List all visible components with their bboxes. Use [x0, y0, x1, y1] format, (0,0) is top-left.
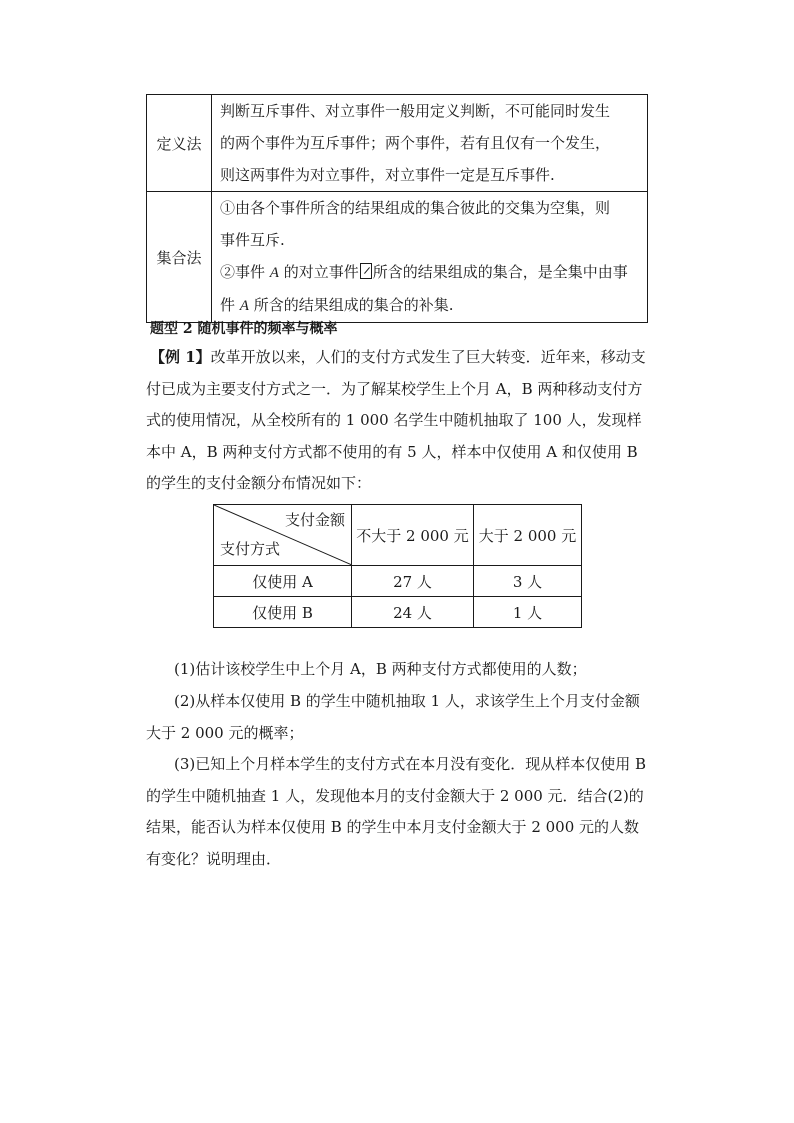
question-1: [146, 654, 650, 686]
method-label: 集合法: [147, 192, 212, 323]
table-cell: 1 人: [474, 597, 582, 628]
section-heading: 题型 2 随机事件的频率与概率: [150, 321, 338, 337]
method-table: [146, 94, 648, 323]
row-label: 仅使用 B: [214, 597, 352, 628]
table-cell: 24 人: [352, 597, 474, 628]
desc-line: 判断互斥事件、对立事件一般用定义判断，不可能同时发生: [220, 102, 611, 120]
example-tag: 【例 1】: [150, 348, 211, 366]
variable-a: A: [269, 265, 279, 281]
question-text: (1)估计该校学生中上个月 A，B 两种支付方式都使用的人数；: [174, 660, 587, 678]
row-label: 仅使用 A: [214, 566, 352, 597]
text-span: 所含的结果组成的集合，是全集中由事: [372, 263, 628, 281]
method-description: [212, 95, 648, 192]
table-cell: 27 人: [352, 566, 474, 597]
desc-line: 的两个事件为互斥事件；两个事件，若有且仅有一个发生，: [220, 134, 611, 152]
text-span: ②事件: [220, 263, 270, 281]
desc-line: 事件互斥.: [220, 231, 285, 249]
complement-symbol-icon: [360, 263, 372, 279]
question-2: [146, 686, 650, 749]
text-span: 件: [220, 296, 240, 314]
variable-a: A: [239, 298, 249, 314]
method-description: [212, 192, 648, 323]
column-header: 不大于 2 000 元: [352, 505, 474, 566]
distribution-table: [213, 504, 582, 628]
table-row: [214, 597, 582, 628]
question-text: (3)已知上个月样本学生的支付方式在本月没有变化．现从样本仅使用 B 的学生中随机抽查 1 人，发现他本月的支付金额大于 2 000 元．结合(2)的结果，能否认为样本仅使用 B 的学生中本月支付金额大于 2 000 元的人数有变化？说明理由．: [146, 755, 647, 868]
table-row: [214, 566, 582, 597]
example-text: 改革开放以来，人们的支付方式发生了巨大转变．近年来，移动支付已成为主要支付方式之一．为了解某校学生上个月 A，B 两种移动支付方式的使用情况，从全校所有的 1 000 名学生中随机抽取了 100 人，发现样本中 A，B 两种支付方式都不使用的有 5 人，样本中仅使用 A 和仅使用 B 的学生的支付金额分布情况如下：: [146, 348, 646, 492]
text-span: 所含的结果组成的集合的补集.: [248, 296, 454, 314]
example-paragraph: [146, 342, 650, 500]
corner-top-label: 支付金额: [284, 511, 345, 529]
method-row-definition: [147, 95, 648, 192]
method-row-set: [147, 192, 648, 323]
corner-bottom-label: 支付方式: [220, 540, 281, 558]
desc-line: [220, 256, 641, 289]
method-label: 定义法: [147, 95, 212, 192]
desc-line: ①由各个事件所含的结果组成的集合彼此的交集为空集，则: [220, 199, 611, 217]
text-span: 的对立事件: [278, 263, 359, 281]
diagonal-header-cell: [214, 505, 352, 566]
table-cell: 3 人: [474, 566, 582, 597]
desc-line: 则这两事件为对立事件，对立事件一定是互斥事件.: [220, 166, 555, 184]
column-header: 大于 2 000 元: [474, 505, 582, 566]
question-3: [146, 749, 650, 875]
table-header-row: [214, 505, 582, 566]
question-text: (2)从样本仅使用 B 的学生中随机抽取 1 人，求该学生上个月支付金额大于 2 000 元的概率；: [146, 692, 640, 742]
